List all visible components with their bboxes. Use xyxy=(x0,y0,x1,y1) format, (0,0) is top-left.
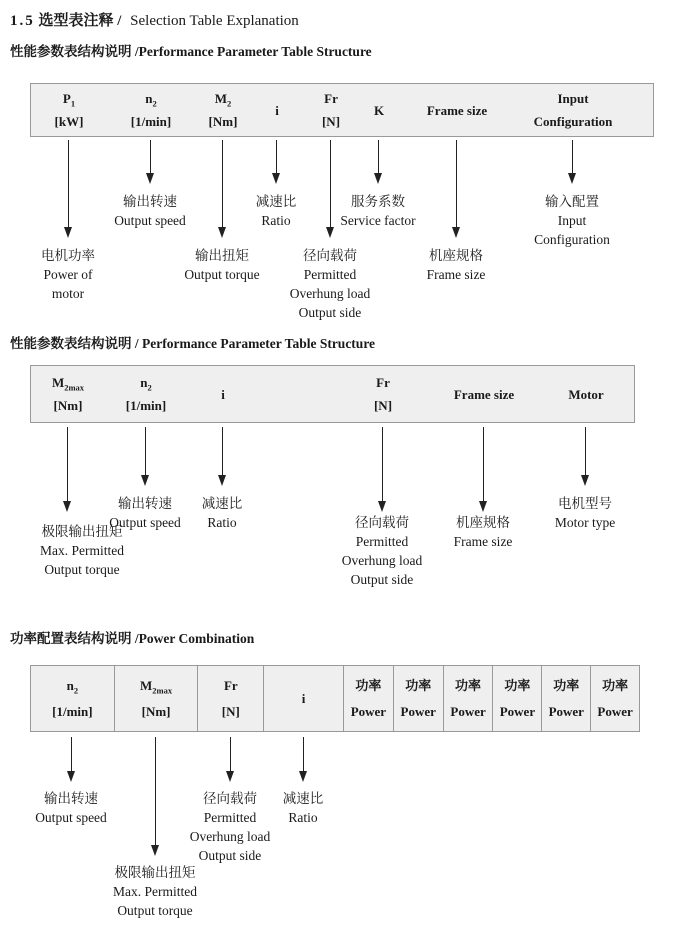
col-symbol: i xyxy=(275,102,279,118)
col-subscript: 2 xyxy=(73,685,79,696)
col-power-5 xyxy=(541,666,590,731)
callout-ratio: 减速比 Ratio xyxy=(282,791,324,825)
col-subscript: 1 xyxy=(70,98,76,109)
col-unit: [1/min] xyxy=(130,113,172,129)
callout-max-output-torque: 极限输出扭矩 Max. Permitted Output torque xyxy=(40,524,124,577)
col-m2max xyxy=(114,666,198,731)
col-fr xyxy=(374,366,392,422)
col-fr xyxy=(322,84,340,136)
col-symbol: n xyxy=(66,677,74,693)
col-symbol: 功率 xyxy=(355,677,382,693)
col-symbol: n xyxy=(140,374,148,390)
col-power-6 xyxy=(590,666,639,731)
col-symbol: Frame size xyxy=(426,102,488,118)
arrow-down-icon xyxy=(483,427,484,501)
arrow-down-icon xyxy=(68,140,69,227)
col-frame-size xyxy=(454,366,514,422)
col-p1 xyxy=(55,84,84,136)
section3-heading: 功率配置表结构说明 /Power Combination xyxy=(10,631,255,646)
col-unit: [N] xyxy=(221,704,240,720)
arrow-down-icon xyxy=(230,737,231,771)
col-n2 xyxy=(31,666,114,731)
arrow-down-icon xyxy=(456,140,457,227)
page-title-en: Selection Table Explanation xyxy=(130,13,299,29)
col-i xyxy=(263,666,343,731)
arrow-down-icon xyxy=(382,427,383,501)
callout-frame-size: 机座规格 Frame size xyxy=(453,515,513,549)
arrow-down-icon xyxy=(71,737,72,771)
arrow-down-icon xyxy=(585,427,586,475)
col-symbol: M xyxy=(214,91,228,107)
col-unit: [1/min] xyxy=(52,704,93,720)
col-m2max xyxy=(52,366,84,422)
col-unit: [Nm] xyxy=(141,704,171,720)
arrow-down-icon xyxy=(145,427,146,475)
col-subscript: 2max xyxy=(64,382,85,393)
col-symbol: 功率 xyxy=(553,677,580,693)
col-unit: [Nm] xyxy=(53,398,83,414)
section2-heading: 性能参数表结构说明 / Performance Parameter Table Structure xyxy=(10,336,376,351)
col-subscript: 2 xyxy=(152,98,157,109)
col-power-2 xyxy=(393,666,443,731)
col-n2 xyxy=(126,366,166,422)
col-subscript: 2max xyxy=(152,685,173,696)
arrow-down-icon xyxy=(222,427,223,475)
arrow-down-icon xyxy=(276,140,277,173)
col-symbol: Frame size xyxy=(453,386,515,402)
power-combination-table xyxy=(30,665,640,732)
arrow-down-icon xyxy=(222,140,223,227)
performance-table-1 xyxy=(30,83,654,137)
col-unit: [N] xyxy=(321,113,341,129)
callout-ratio: 减速比 Ratio xyxy=(201,496,243,530)
callout-overhung-load: 径向载荷 Permitted Overhung load Output side xyxy=(341,515,423,587)
col-motor xyxy=(568,366,603,422)
col-symbol: M xyxy=(140,677,153,693)
col-unit: Power xyxy=(400,704,436,720)
performance-table-2 xyxy=(30,365,635,423)
col-symbol: 功率 xyxy=(455,677,482,693)
callout-frame-size: 机座规格 Frame size xyxy=(426,248,486,282)
callout-power-of-motor: 电机功率 Power of motor xyxy=(41,248,95,301)
arrow-down-icon xyxy=(155,737,156,845)
arrow-down-icon xyxy=(378,140,379,173)
col-symbol: M xyxy=(51,374,65,390)
callout-ratio: 减速比 Ratio xyxy=(255,194,297,228)
col-symbol: K xyxy=(373,102,385,118)
col-i xyxy=(221,366,225,422)
col-symbol: Fr xyxy=(376,374,390,390)
arrow-down-icon xyxy=(67,427,68,501)
col-power-4 xyxy=(492,666,541,731)
col-k xyxy=(374,84,384,136)
page-title xyxy=(10,9,299,30)
callout-service-factor: 服务系数 Service factor xyxy=(340,194,416,228)
col-symbol: 功率 xyxy=(405,677,432,693)
arrow-down-icon xyxy=(303,737,304,771)
col-symbol: P xyxy=(62,91,71,107)
col-input-configuration xyxy=(534,84,613,136)
col-symbol: i xyxy=(221,386,225,402)
callout-input-configuration: 输入配置 Input Configuration xyxy=(534,194,610,247)
section-number: 1.5 xyxy=(10,13,35,29)
col-unit: Configuration xyxy=(533,113,613,129)
col-subscript: 2 xyxy=(147,382,152,393)
arrow-down-icon xyxy=(572,140,573,173)
section1-heading: 性能参数表结构说明 /Performance Parameter Table Structure xyxy=(10,44,372,59)
col-n2 xyxy=(131,84,171,136)
col-unit: Power xyxy=(350,704,387,720)
col-symbol: i xyxy=(301,691,306,706)
col-unit: [1/min] xyxy=(125,398,167,414)
col-unit: Power xyxy=(499,704,536,720)
col-symbol: Fr xyxy=(324,91,338,107)
col-symbol: Input xyxy=(557,91,589,107)
callout-output-speed: 输出转速 Output speed xyxy=(109,496,181,530)
col-i xyxy=(275,84,279,136)
arrow-down-icon xyxy=(330,140,331,227)
col-subscript: 2 xyxy=(227,98,232,109)
col-power-3 xyxy=(443,666,493,731)
col-unit: [Nm] xyxy=(208,113,238,129)
col-m2 xyxy=(209,84,238,136)
col-symbol: 功率 xyxy=(602,677,629,693)
col-unit: Power xyxy=(548,704,584,720)
col-unit: Power xyxy=(450,704,486,720)
col-symbol: Motor xyxy=(568,386,604,402)
callout-output-torque: 输出扭矩 Output torque xyxy=(184,248,260,282)
col-frame-size xyxy=(427,84,487,136)
col-unit: [kW] xyxy=(54,113,84,129)
col-unit: [N] xyxy=(373,398,393,414)
callout-output-speed: 输出转速 Output speed xyxy=(114,194,186,228)
callout-motor-type: 电机型号 Motor type xyxy=(554,496,616,530)
callout-overhung-load: 径向载荷 Permitted Overhung load Output side xyxy=(189,791,271,863)
col-power-1 xyxy=(343,666,393,731)
page-title-zh: 选型表注释 / xyxy=(38,13,122,29)
col-fr xyxy=(197,666,263,731)
col-symbol: Fr xyxy=(223,677,238,693)
callout-max-output-torque: 极限输出扭矩 Max. Permitted Output torque xyxy=(113,865,197,918)
callout-overhung-load: 径向载荷 Permitted Overhung load Output side xyxy=(289,248,371,320)
arrow-down-icon xyxy=(150,140,151,173)
col-symbol: 功率 xyxy=(504,677,531,693)
col-unit: Power xyxy=(597,704,633,720)
callout-output-speed: 输出转速 Output speed xyxy=(35,791,107,825)
col-symbol: n xyxy=(145,91,153,107)
